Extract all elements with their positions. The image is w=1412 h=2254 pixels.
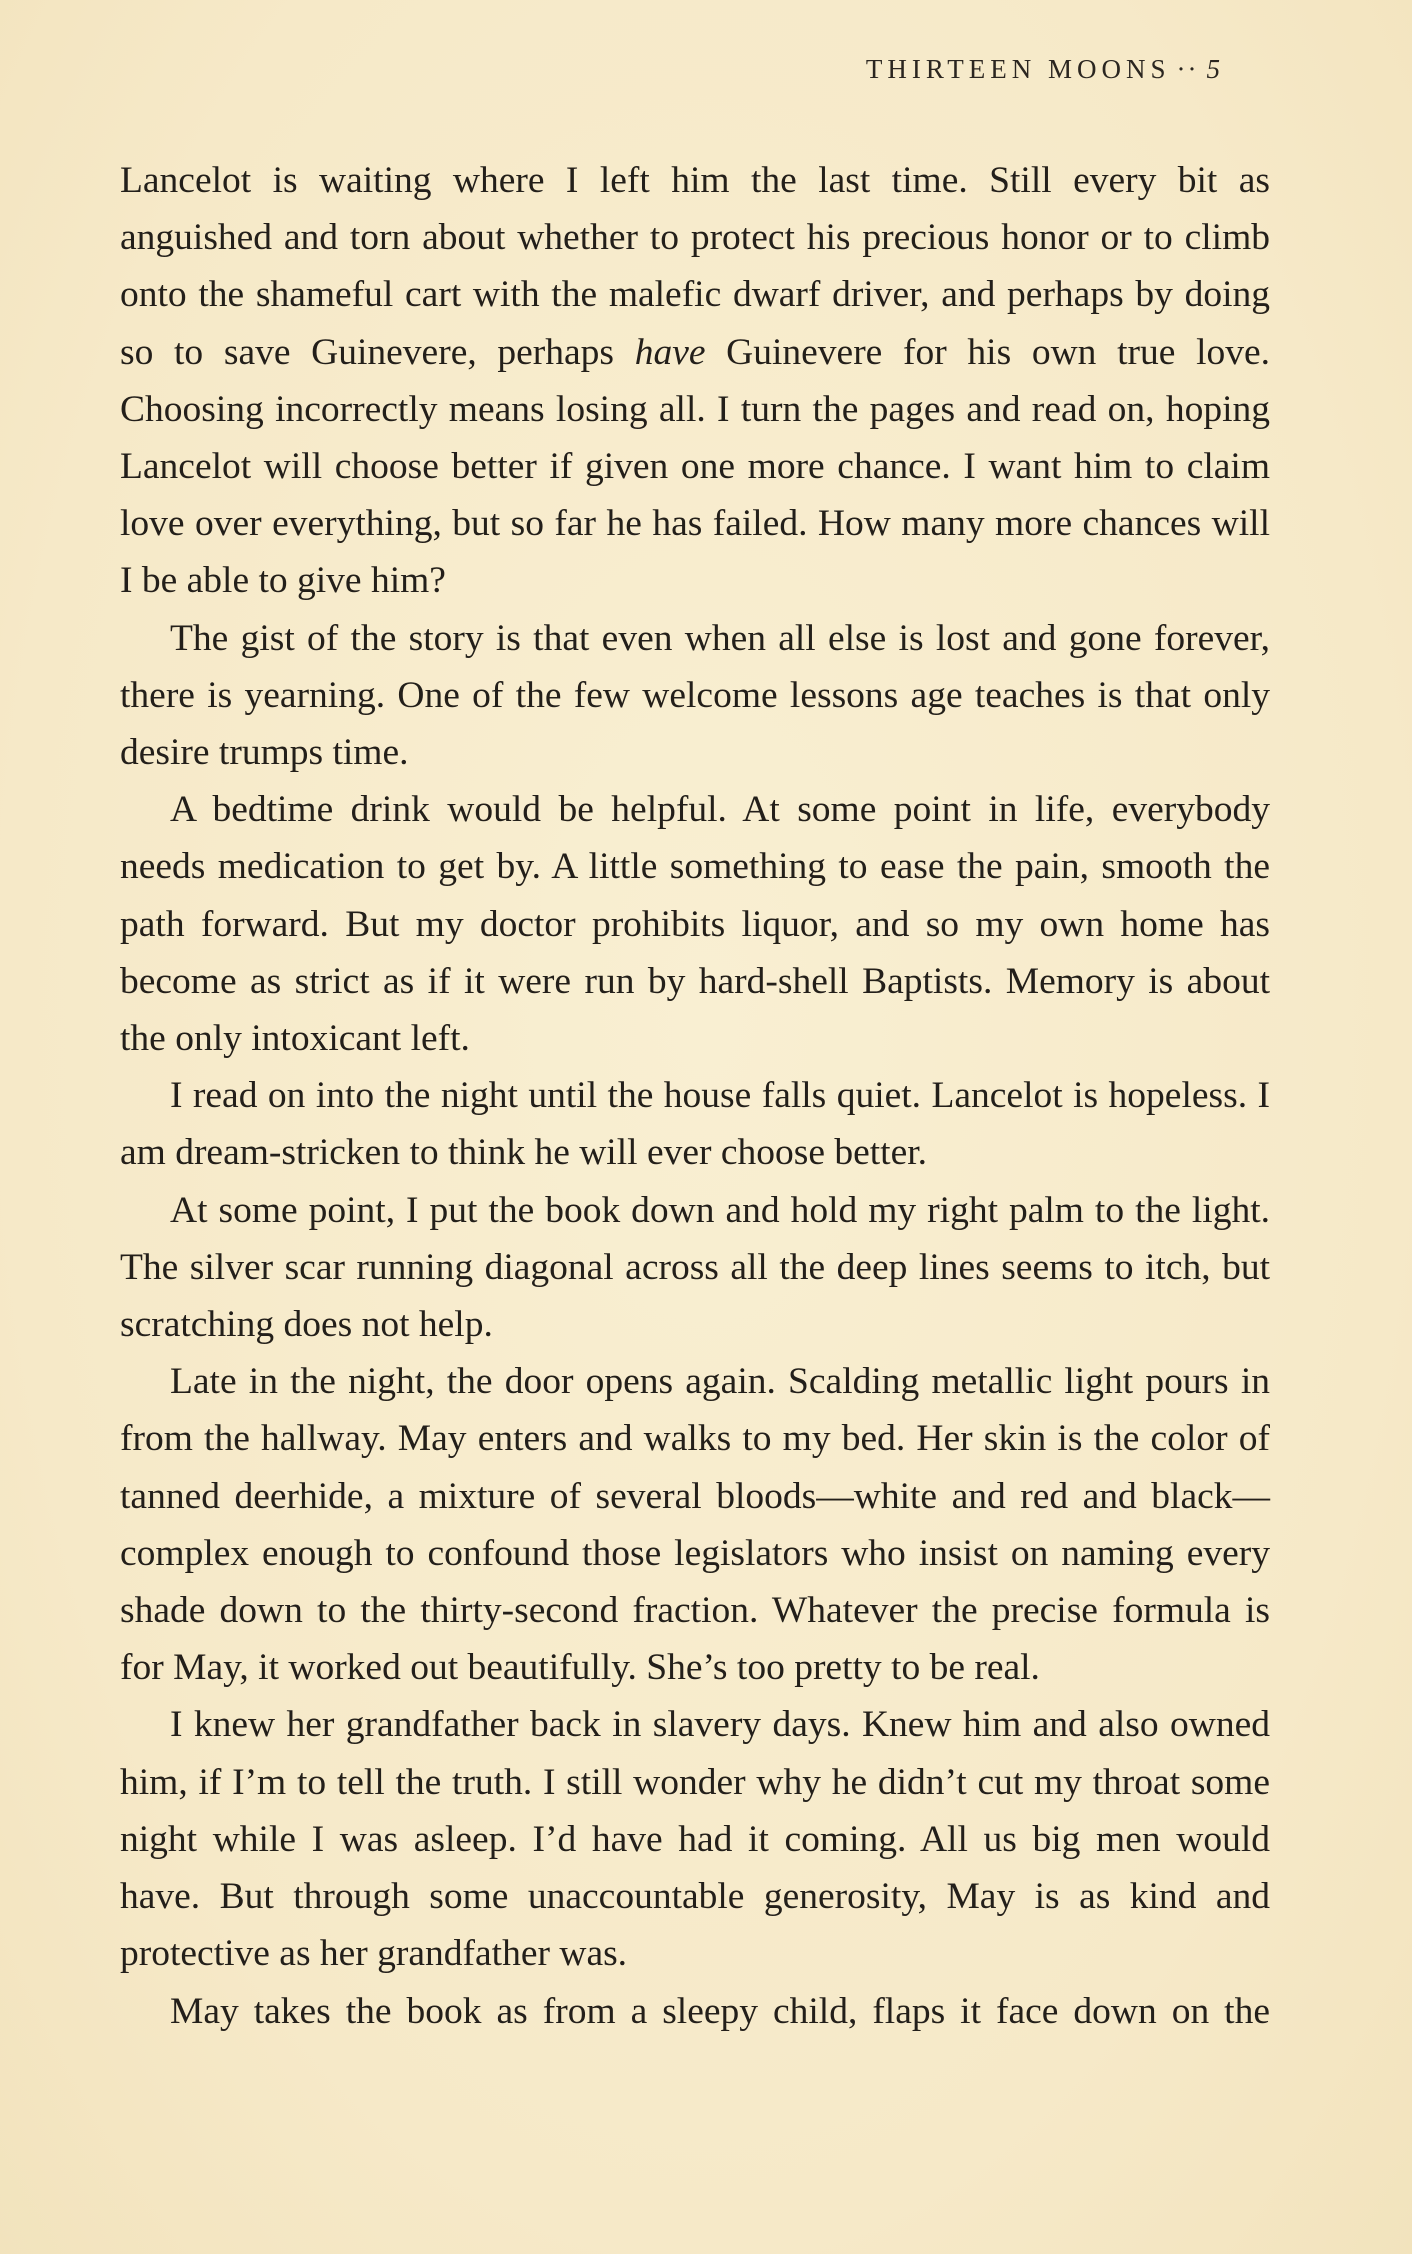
book-title: THIRTEEN MOONS [865,54,1171,84]
paragraph: May takes the book as from a sleepy child, flaps it face down on the [170,1990,1270,2032]
running-head [120,54,1220,85]
paragraph-text: Lancelot is waiting where I left him the last time. Still every bit as anguished and torn about whether to protect his precious honor or to climb onto the shameful cart with the malefic dwarf driver, and perhaps by doing so to save Guinevere, perhaps [120,160,1270,373]
paragraph: Late in the night, the door opens again. Scalding metallic light pours in from the hallway. May enters and walks to my bed. Her skin is the color of tanned deerhide, a mixture of several bloods—white and red and black—complex enough to confound those legislators who insist on naming every shade down to the thirty-second fraction. Whatever the precise formula is for May, it worked out beautifully. She’s too pretty to be real. [120,1361,1270,1689]
paragraph: The gist of the story is that even when all else is lost and gone forever, there is yearning. One of the few welcome lessons age teaches is that only desire trumps time. [120,617,1270,774]
paragraph: At some point, I put the book down and hold my right palm to the light. The silver scar running diagonal across all the deep lines seems to itch, but scratching does not help. [120,1189,1270,1346]
paragraph: I knew her grandfather back in slavery days. Knew him and also owned him, if I’m to tell the truth. I still wonder why he didn’t cut my throat some night while I was asleep. I’d have had it coming. All us big men would have. But through some unaccountable generosity, May is as kind and protective as her grandfather was. [120,1704,1270,1975]
paragraph: A bedtime drink would be helpful. At some point in life, everybody needs medication to get by. A little something to ease the pain, smooth the path forward. But my doctor prohibits liquor, and so my own home has become as strict as if it were run by hard-shell Baptists. Memory is about the only intoxicant left. [120,789,1270,1060]
body-text [120,152,1270,2040]
paragraph-text: Guinevere for his own true love. Choosing incorrectly means losing all. I turn the pages and read on, hoping Lancelot will choose better if given one more chance. I want him to claim love over everything, but so far he has failed. How many more chances will I be able to give him? [120,331,1271,602]
emphasized-word: have [634,331,706,373]
paragraph [120,152,1270,610]
header-separator: ·· [1176,54,1199,84]
page-number: 5 [1206,54,1220,84]
paragraph: I read on into the night until the house falls quiet. Lancelot is hopeless. I am dream-stricken to think he will ever choose better. [120,1075,1270,1174]
